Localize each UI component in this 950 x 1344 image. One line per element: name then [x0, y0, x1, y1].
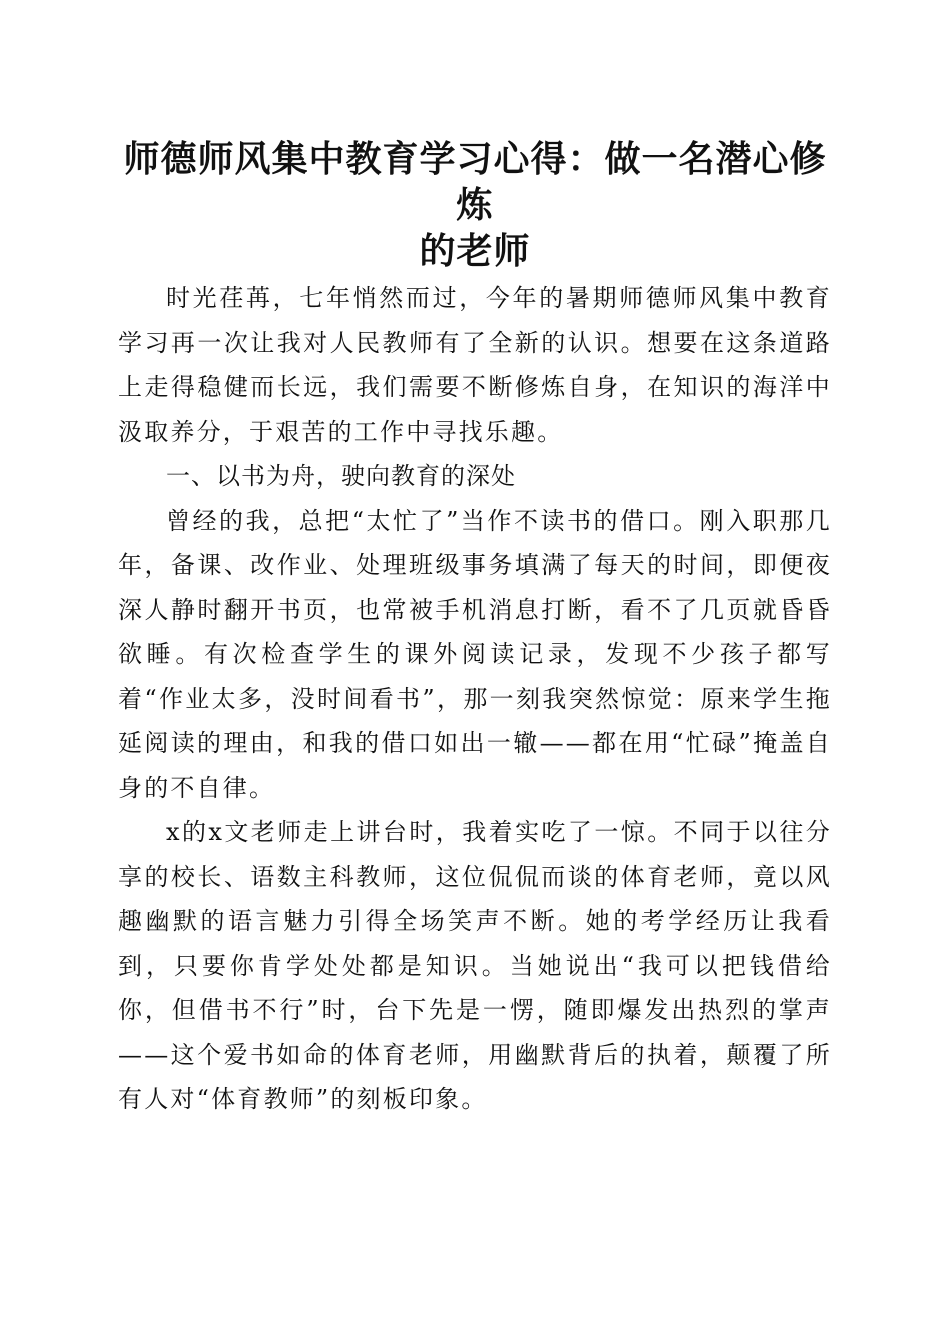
document-title: [118, 136, 832, 274]
title-line-2: 的老师: [419, 230, 531, 272]
section-heading: 一、以书为舟，驶向教育的深处: [166, 462, 516, 490]
intro-paragraph: 时光荏苒，七年悄然而过，今年的暑期师德师风集中教育学习再一次让我对人民教师有了全新的认识。想要在这条道路上走得稳健而长远，我们需要不断修炼自身，在知识的海洋中汲取养分，于艰苦的工作中寻找乐趣。: [118, 284, 832, 446]
body-paragraph: 曾经的我，总把“太忙了”当作不读书的借口。刚入职那几年，备课、改作业、处理班级事务填满了每天的时间，即便夜深人静时翻开书页，也常被手机消息打断，看不了几页就昏昏欲睡。有次检查学生的课外阅读记录，发现不少孩子都写着“作业太多，没时间看书”，那一刻我突然惊觉：原来学生拖延阅读的理由，和我的借口如出一辙——都在用“忙碌”掩盖自身的不自律。: [118, 506, 832, 802]
title-line-1: 师德师风集中教育学习心得：做一名潜心修炼: [123, 138, 827, 226]
document-body: [118, 276, 832, 1122]
body-paragraph: x的x文老师走上讲台时，我着实吃了一惊。不同于以往分享的校长、语数主科教师，这位侃侃而谈的体育老师，竟以风趣幽默的语言魅力引得全场笑声不断。她的考学经历让我看到，只要你肯学处处都是知识。当她说出“我可以把钱借给你，但借书不行”时，台下先是一愣，随即爆发出热烈的掌声——这个爱书如命的体育老师，用幽默背后的执着，颠覆了所有人对“体育教师”的刻板印象。: [118, 818, 832, 1113]
